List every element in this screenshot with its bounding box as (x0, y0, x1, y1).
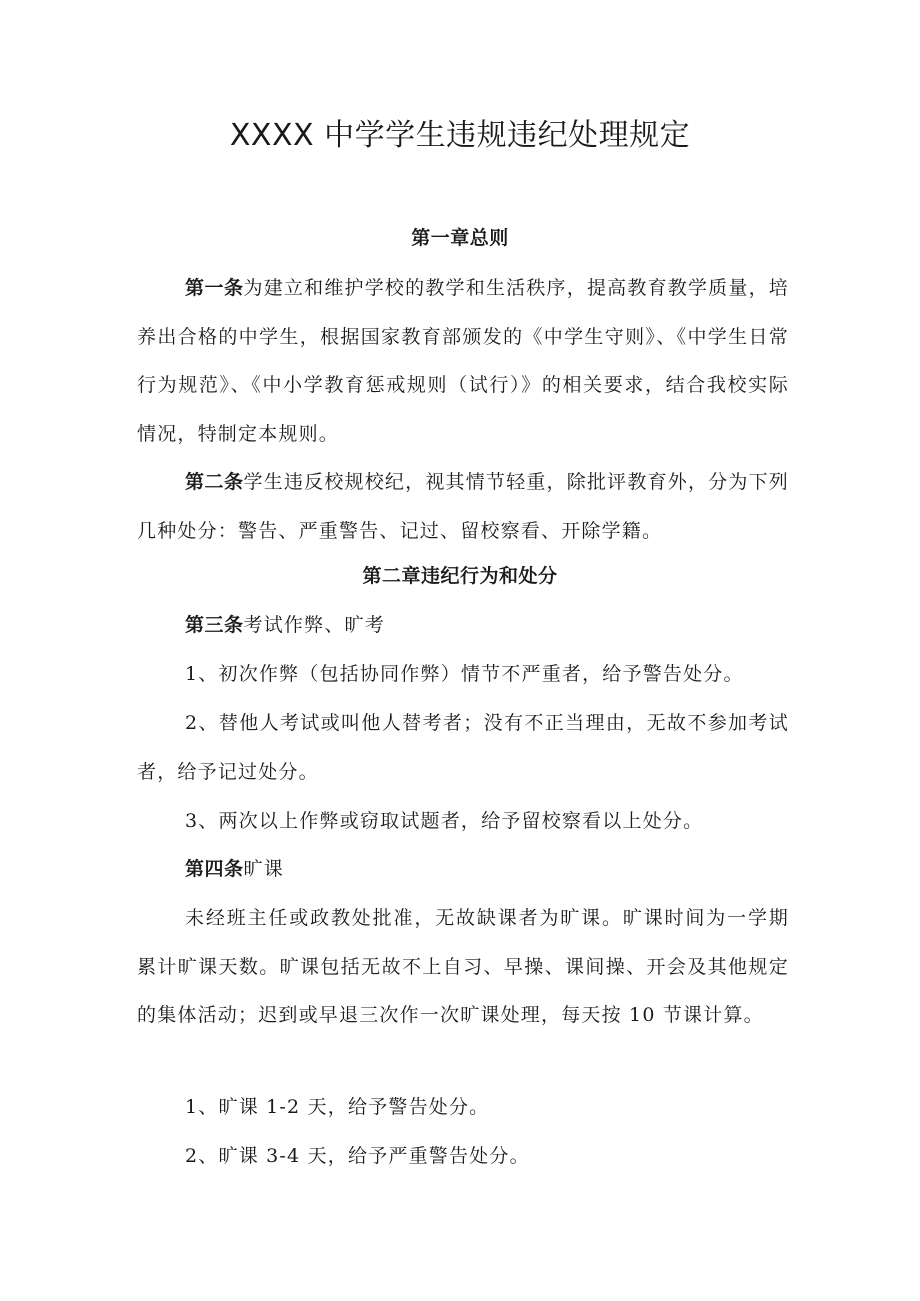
article-4-item-1: 1、旷课 1-2 天，给予警告处分。 (185, 1096, 490, 1118)
article-1 (137, 264, 789, 458)
article-3-lead: 第三条 (185, 614, 244, 636)
article-1-text: 为建立和维护学校的教学和生活秩序，提高教育教学质量，培养出合格的中学生，根据国家教育部颁发的《中学生守则》、《中学生日常行为规范》、《中小学教育惩戒规则（试行）》的相关要求，结合我校实际情况，特制定本规则。 (137, 277, 789, 445)
article-4 (137, 845, 789, 894)
article-3-item-2: 2、替他人考试或叫他人替考者；没有不正当理由，无故不参加考试者，给予记过处分。 (137, 712, 789, 783)
article-2-lead: 第二条 (185, 471, 244, 493)
document-title: XXXX 中学学生违规违纪处理规定 (229, 118, 691, 153)
article-1-lead: 第一条 (185, 277, 244, 299)
article-3-text: 考试作弊、旷考 (243, 614, 385, 636)
article-4-item-2: 2、旷课 3-4 天，给予严重警告处分。 (185, 1145, 530, 1167)
article-3 (137, 601, 789, 650)
article-3-item-3: 3、两次以上作弊或窃取试题者，给予留校察看以上处分。 (185, 810, 704, 832)
article-3-item-1: 1、初次作弊（包括协同作弊）情节不严重者，给予警告处分。 (185, 663, 744, 685)
chapter-2-heading: 第二章违纪行为和处分 (362, 565, 558, 587)
article-4-text: 旷课 (243, 858, 284, 880)
article-2 (137, 458, 789, 555)
chapter-1-heading: 第一章总则 (411, 227, 509, 249)
article-4-description: 未经班主任或政教处批准，无故缺课者为旷课。旷课时间为一学期累计旷课天数。旷课包括无故不上自习、早操、课间操、开会及其他规定的集体活动；迟到或早退三次作一次旷课处理，每天按 10 节课计算。 (137, 907, 789, 1026)
article-4-lead: 第四条 (185, 858, 244, 880)
article-2-text: 学生违反校规校纪，视其情节轻重，除批评教育外，分为下列几种处分：警告、严重警告、记过、留校察看、开除学籍。 (137, 471, 789, 542)
